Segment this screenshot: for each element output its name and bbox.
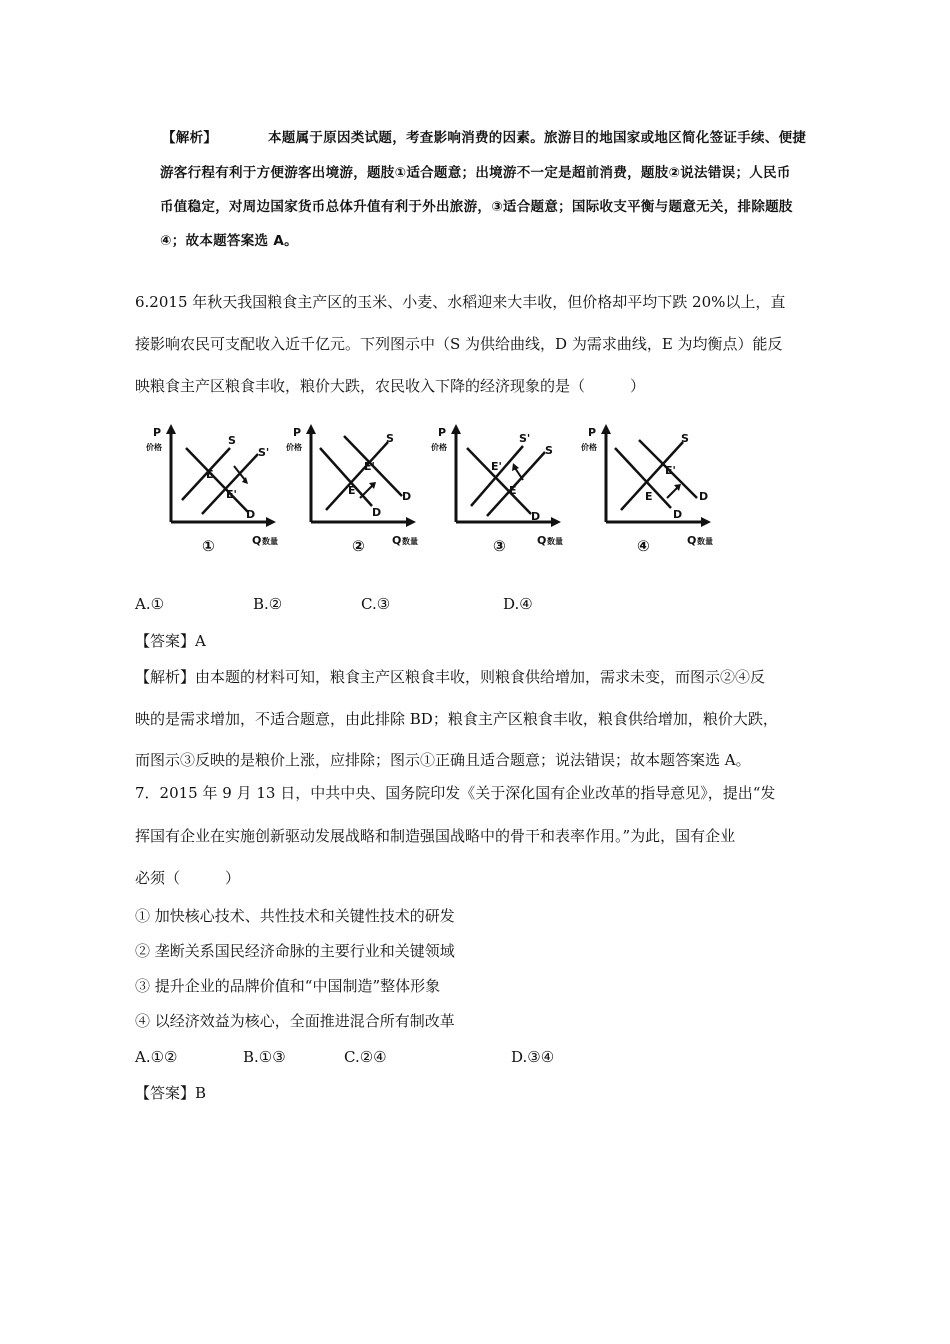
q6-stem-line-2: 接影响农民可支配收入近千亿元。下列图示中（S 为供给曲线，D 为需求曲线，E 为均衡点）能反 — [135, 335, 783, 353]
q6-option-d[interactable]: D.④ — [503, 595, 533, 613]
diagram-1-e-label: E — [206, 468, 214, 481]
diagram-1-e2-label: E' — [226, 488, 237, 501]
q6-analysis-line-2: 映的是需求增加，不适合题意，由此排除 BD；粮食主产区粮食丰收，粮食供给增加，粮价大跌， — [135, 710, 778, 728]
diagram-2-price-label: 价格 — [286, 443, 302, 452]
q7-item-3: ③ 提升企业的品牌价值和“中国制造”整体形象 — [135, 977, 441, 995]
diagram-3-price-label: 价格 — [431, 443, 447, 452]
diagram-3-number: ③ — [493, 537, 506, 555]
diagram-1-price-label: 价格 — [146, 443, 162, 452]
q5-analysis-line-3: 币值稳定，对周边国家货币总体升值有利于外出旅游，③适合题意；国际收支平衡与题意无关，排除题肢 — [160, 199, 793, 215]
diagram-1-qty-label: 数量 — [262, 537, 278, 546]
diagram-4-s-label: S — [681, 432, 689, 445]
q7-stem-line-2: 挥国有企业在实施创新驱动发展战略和制造强国战略中的骨干和表率作用。”为此，国有企业 — [135, 827, 736, 845]
q7-option-b[interactable]: B.①③ — [243, 1048, 286, 1066]
diagram-4 — [581, 420, 735, 555]
diagram-4-e-label: E — [645, 490, 653, 503]
diagram-2-number: ② — [352, 537, 365, 555]
diagram-1 — [146, 420, 300, 555]
diagram-2-e2-label: E' — [364, 460, 375, 473]
q6-answer: 【答案】A — [135, 632, 206, 650]
diagram-2-q-label: Q — [392, 534, 402, 547]
diagram-3-s2-label: S' — [519, 432, 531, 445]
q5-analysis-line-1: 本题属于原因类试题，考查影响消费的因素。旅游目的地国家或地区简化签证手续、便捷 — [268, 130, 807, 146]
diagram-2-e-label: E — [348, 484, 356, 497]
q6-stem-line-1: 6.2015 年秋天我国粮食主产区的玉米、小麦、水稻迎来大丰收，但价格却平均下跌 20%以上，直 — [135, 293, 786, 311]
q7-answer: 【答案】B — [135, 1084, 207, 1102]
diagram-3-e2-label: E' — [491, 460, 502, 473]
diagram-2 — [286, 420, 440, 555]
diagram-4-d-label: D — [673, 508, 683, 521]
diagram-2-p-label: P — [293, 426, 302, 439]
q7-item-4: ④ 以经济效益为核心，全面推进混合所有制改革 — [135, 1012, 455, 1030]
q7-item-1: ① 加快核心技术、共性技术和关键性技术的研发 — [135, 907, 455, 925]
q7-stem-line-1: 7．2015 年 9 月 13 日，中共中央、国务院印发《关于深化国有企业改革的指导意见》，提出“发 — [135, 784, 776, 802]
q7-option-c[interactable]: C.②④ — [344, 1048, 387, 1066]
q6-option-b[interactable]: B.② — [253, 595, 283, 613]
diagram-1-number: ① — [202, 537, 215, 555]
diagram-4-number: ④ — [637, 537, 650, 555]
q6-option-c[interactable]: C.③ — [361, 595, 391, 613]
q5-analysis-line-4: ④；故本题答案选 A。 — [160, 233, 298, 249]
q6-analysis-line-1: 【解析】由本题的材料可知，粮食主产区粮食丰收，则粮食供给增加，需求未变，而图示②④反 — [135, 668, 766, 686]
q6-analysis-line-3: 而图示③反映的是粮价上涨，应排除；图示①正确且适合题意；说法错误；故本题答案选 A。 — [135, 751, 751, 769]
diagram-3-q-label: Q — [537, 534, 547, 547]
diagram-3-s-label: S — [545, 444, 553, 457]
q6-stem-line-3: 映粮食主产区粮食丰收，粮价大跌，农民收入下降的经济现象的是（ ） — [135, 377, 646, 395]
diagram-1-q-label: Q — [252, 534, 262, 547]
diagram-4-q-label: Q — [687, 534, 697, 547]
q7-item-2: ② 垄断关系国民经济命脉的主要行业和关键领域 — [135, 942, 455, 960]
diagram-3-d-label: D — [531, 510, 541, 523]
diagram-1-s-label: S — [228, 434, 236, 447]
q7-option-a[interactable]: A.①② — [135, 1048, 178, 1066]
diagram-4-p-label: P — [588, 426, 597, 439]
diagram-3-qty-label: 数量 — [547, 537, 563, 546]
diagram-1-s2-label: S' — [258, 446, 270, 459]
diagram-2-qty-label: 数量 — [402, 537, 418, 546]
q7-option-d[interactable]: D.③④ — [511, 1048, 555, 1066]
diagram-1-p-label: P — [153, 426, 162, 439]
diagram-4-price-label: 价格 — [581, 443, 597, 452]
diagram-4-d2-label: D — [699, 490, 709, 503]
diagram-1-d-label: D — [246, 508, 256, 521]
diagram-2-d2-label: D — [402, 490, 412, 503]
q7-stem-line-3: 必须（ ） — [135, 869, 241, 887]
diagram-3 — [431, 420, 585, 555]
q6-option-a[interactable]: A.① — [135, 595, 165, 613]
q5-analysis-line-2: 游客行程有利于方便游客出境游，题肢①适合题意；出境游不一定是超前消费，题肢②说法错误；人民币 — [160, 165, 791, 181]
diagram-4-qty-label: 数量 — [697, 537, 713, 546]
diagram-4-e2-label: E' — [665, 464, 676, 477]
q5-analysis-tag: 【解析】 — [162, 130, 218, 146]
diagram-3-p-label: P — [438, 426, 447, 439]
diagram-2-d-label: D — [372, 506, 382, 519]
diagram-3-e-label: E — [509, 484, 517, 497]
diagram-2-s-label: S — [386, 432, 394, 445]
